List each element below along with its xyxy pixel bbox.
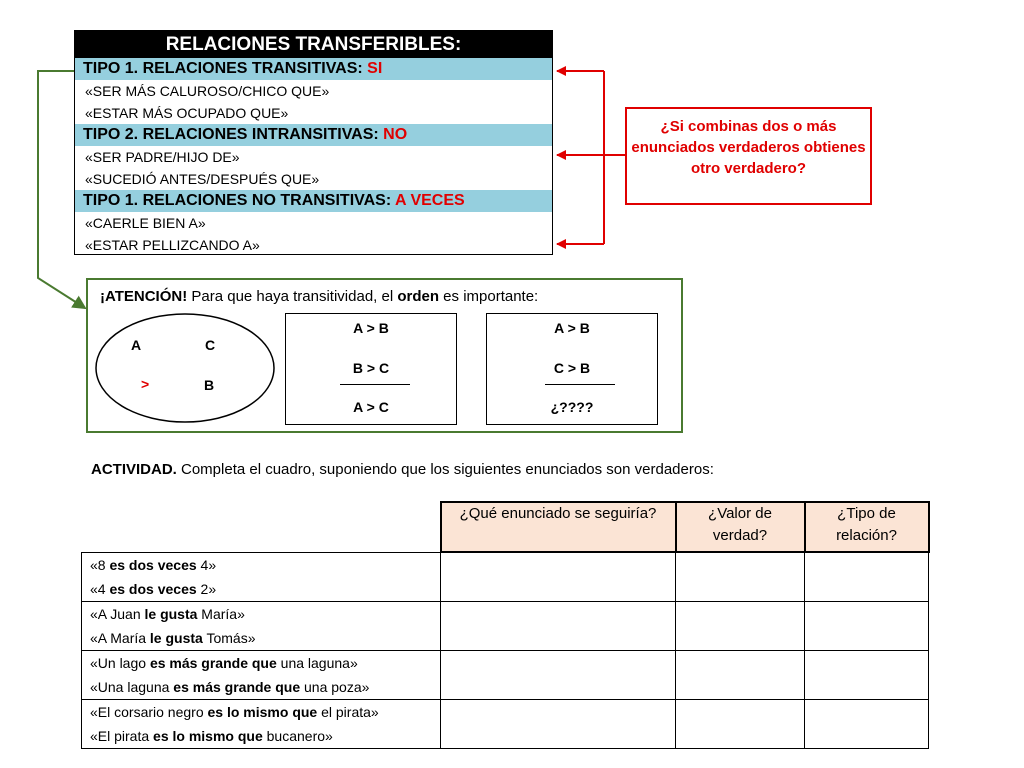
statement-cell: [82, 552, 441, 601]
ellipse-label-c: C: [205, 337, 216, 353]
attention-text-2: es importante:: [439, 288, 539, 305]
statement-text: «4: [90, 580, 110, 597]
statement-text: «8: [90, 556, 110, 573]
type-label: TIPO 1. RELACIONES NO TRANSITIVAS:: [83, 192, 396, 209]
type-1-transitive-row: [75, 58, 552, 80]
example-row: «ESTAR MÁS OCUPADO QUE»: [85, 105, 289, 121]
statement-cell: [82, 650, 441, 699]
activity-lead: ACTIVIDAD.: [91, 461, 177, 478]
statement-cell: [82, 699, 441, 748]
statement-text: le gusta: [144, 605, 198, 622]
statement-text: es lo mismo que: [153, 727, 263, 744]
answer-cell-relation-type[interactable]: [805, 601, 929, 650]
answer-cell-statement[interactable]: [441, 552, 676, 601]
premise-1: A > B: [554, 320, 590, 336]
statement-text: 2»: [196, 580, 217, 597]
blank-header-cell: [82, 502, 441, 552]
premise-line: [90, 651, 440, 675]
type-value: NO: [383, 126, 408, 143]
premise-2: C > B: [553, 360, 591, 376]
table-row: [82, 650, 929, 699]
statement-cell: [82, 601, 441, 650]
statement-text: una poza»: [300, 678, 370, 695]
answer-cell-truth-value[interactable]: [676, 601, 805, 650]
type-2-intransitive-row: [75, 124, 552, 146]
premise-line: [90, 675, 440, 699]
statement-text: es más grande que: [149, 654, 277, 671]
relations-title: RELACIONES TRANSFERIBLES:: [75, 31, 552, 58]
statement-text: una laguna»: [276, 654, 358, 671]
ellipse-label-a: A: [131, 337, 142, 353]
conclusion: ¿????: [550, 399, 594, 415]
attention-text: [100, 288, 538, 305]
statement-text: es dos veces: [109, 556, 197, 573]
answer-cell-relation-type[interactable]: [805, 552, 929, 601]
example-row: «SER PADRE/HIJO DE»: [85, 149, 240, 165]
premise-line: [90, 626, 440, 650]
type-value: SI: [367, 60, 383, 77]
premise-line: [90, 700, 440, 724]
statement-text: Tomás»: [202, 629, 256, 646]
table-row: [82, 699, 929, 748]
answer-cell-truth-value[interactable]: [676, 699, 805, 748]
header-relation-type-text: ¿Tipo de relación?: [836, 505, 897, 544]
answer-cell-truth-value[interactable]: [676, 552, 805, 601]
attention-text-1: Para que haya transitividad, el: [187, 288, 398, 305]
type-label: TIPO 2. RELACIONES INTRANSITIVAS:: [83, 126, 384, 143]
attention-bold: orden: [397, 288, 440, 305]
ellipse-label-b: B: [204, 377, 215, 393]
answer-cell-relation-type[interactable]: [805, 650, 929, 699]
statement-text: «Una laguna: [90, 678, 174, 695]
example-row: «SER MÁS CALUROSO/CHICO QUE»: [85, 83, 330, 99]
header-truth-value-text: ¿Valor de verdad?: [708, 505, 772, 544]
premise-line: [90, 577, 440, 601]
type-value: A VECES: [395, 192, 465, 209]
activity-title: [91, 461, 714, 478]
statement-text: le gusta: [149, 629, 203, 646]
statement-text: bucanero»: [262, 727, 333, 744]
ellipse-shape: [96, 314, 274, 422]
conclusion: A > C: [353, 399, 389, 415]
divider-line: [340, 384, 410, 385]
answer-cell-truth-value[interactable]: [676, 650, 805, 699]
statement-text: 4»: [196, 556, 217, 573]
ellipse-diagram: [94, 312, 276, 424]
answer-cell-relation-type[interactable]: [805, 699, 929, 748]
statement-text: «El corsario negro: [90, 703, 208, 720]
statement-text: «A María: [90, 629, 150, 646]
premise-line: [90, 602, 440, 626]
question-box: ¿Si combinas dos o más enunciados verdaderos obtienes otro verdadero?: [625, 107, 872, 205]
statement-text: es dos veces: [109, 580, 197, 597]
answer-cell-statement[interactable]: [441, 650, 676, 699]
activity-table: [81, 501, 930, 749]
example-row: «ESTAR PELLIZCANDO A»: [85, 237, 260, 253]
statement-text: «El pirata: [90, 727, 154, 744]
ellipse-label-gt: >: [141, 376, 150, 392]
premise-1: A > B: [353, 320, 389, 336]
statement-text: María»: [197, 605, 245, 622]
header-relation-type: [805, 502, 929, 552]
example-row: «CAERLE BIEN A»: [85, 215, 206, 231]
statement-text: «A Juan: [90, 605, 145, 622]
header-statement: ¿Qué enunciado se seguiría?: [441, 502, 676, 552]
relations-table: [74, 30, 553, 255]
statement-text: es lo mismo que: [207, 703, 318, 720]
table-header-row: [82, 502, 929, 552]
statement-text: es más grande que: [173, 678, 301, 695]
activity-text: Completa el cuadro, suponiendo que los siguientes enunciados son verdaderos:: [176, 461, 714, 478]
table-row: [82, 552, 929, 601]
type-3-non-transitive-row: [75, 190, 552, 212]
statement-text: el pirata»: [317, 703, 379, 720]
premise-line: [90, 724, 440, 748]
header-truth-value: [676, 502, 805, 552]
red-bracket-line: [604, 71, 625, 244]
premise-line: [90, 553, 440, 577]
premise-2: B > C: [352, 360, 390, 376]
table-row: [82, 601, 929, 650]
statement-text: «Un lago: [90, 654, 150, 671]
answer-cell-statement[interactable]: [441, 699, 676, 748]
answer-cell-statement[interactable]: [441, 601, 676, 650]
divider-line: [545, 384, 615, 385]
type-label: TIPO 1. RELACIONES TRANSITIVAS:: [83, 60, 368, 77]
attention-lead: ¡ATENCIÓN!: [100, 288, 188, 305]
example-row: «SUCEDIÓ ANTES/DESPUÉS QUE»: [85, 171, 320, 187]
